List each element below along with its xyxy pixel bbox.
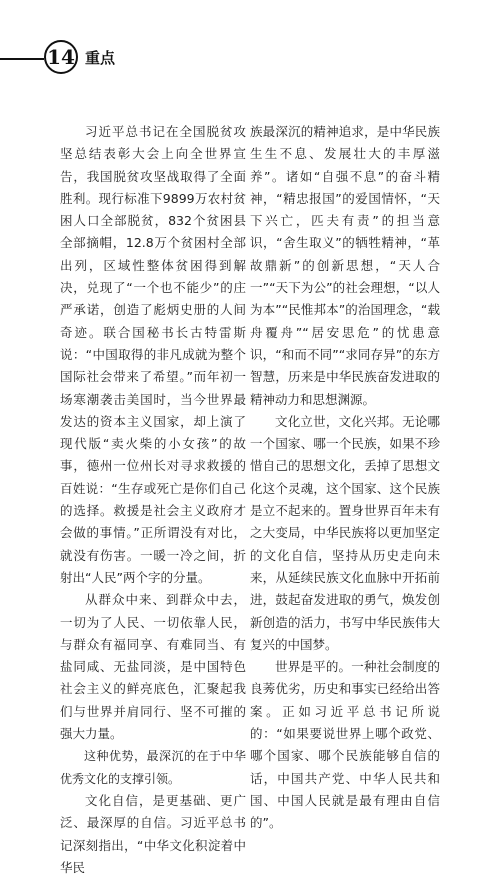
right-column	[250, 121, 440, 835]
emphasis-paragraph: 这种优势，最深沉的在于中华优秀文化的支撑引领。	[60, 749, 246, 786]
page-number-badge: 14	[44, 40, 78, 74]
paragraph-continued: 族最深沉的精神追求，是中华民族生生不息、发展壮大的丰厚滋养”。诸如“自强不息”的奋斗精神，“精忠报国”的爱国情怀，“天下兴亡，匹夫有责”的担当意识，“舍生取义”的牺牲精神，“革故鼎新”的创新思想，“天人合一”“天下为公”的社会理想，“以人为本”“民惟邦本”的治国理念，“载舟覆舟”“居安思危”的忧患意识，“和而不同”“求同存异”的东方智慧，历来是中华民族奋发进取的精神动力和思想渊源。	[250, 124, 440, 407]
paragraph: 世界是平的。一种社会制度的良莠优劣，历史和事实已经给出答案。正如习近平总书记所说的：“如果要说世界上哪个政党、哪个国家、哪个民族能够自信的话，中国共产党、中华人民共和国、中国人民就是最有理由自信的”。	[250, 659, 440, 831]
left-column	[60, 121, 246, 879]
header-rule	[0, 58, 44, 60]
paragraph: 习近平总书记在全国脱贫攻坚总结表彰大会上向全世界宣告，我国脱贫攻坚战取得了全面胜利。现行标准下9899万农村贫困人口全部脱贫，832个贫困县全部摘帽，12.8万个贫困村全部出列，区域性整体贫困得到解决，兑现了“一个也不能少”的庄严承诺，创造了彪炳史册的人间奇迹。联合国秘书长古特雷斯说：“中国取得的非凡成就为整个国际社会带来了希望。”而年初一场寒潮袭击美国时，当今世界最发达的资本主义国家，却上演了现代版“卖火柴的小女孩”的故事，德州一位州长对寻求救援的百姓说：“生存或死亡是你们自己的选择。救援是社会主义政府才会做的事情。”正所谓没有对比，就没有伤害。一暖一冷之间，折射出“人民”两个字的分量。	[60, 124, 246, 585]
paragraph: 从群众中来、到群众中去，一切为了人民、一切依靠人民，与群众有福同享、有难同当、有盐同咸、无盐同淡，是中国特色社会主义的鲜亮底色，汇聚起我们与世界并肩同行、坚不可摧的强大力量。	[60, 592, 246, 742]
section-title: 重点	[85, 49, 116, 67]
paragraph: 文化自信，是更基础、更广泛、最深厚的自信。习近平总书记深刻指出，“中华文化积淀着中华民	[60, 792, 246, 875]
paragraph: 文化立世，文化兴邦。无论哪一个国家、哪一个民族，如果不珍惜自己的思想文化，丢掉了思想文化这个灵魂，这个国家、这个民族是立不起来的。置身世界百年未有之大变局，中华民族将以更加坚定的文化自信，坚持从历史走向未来，从延续民族文化血脉中开拓前进，鼓起奋发进取的勇气，焕发创新创造的活力，书写中华民族伟大复兴的中国梦。	[250, 413, 440, 652]
